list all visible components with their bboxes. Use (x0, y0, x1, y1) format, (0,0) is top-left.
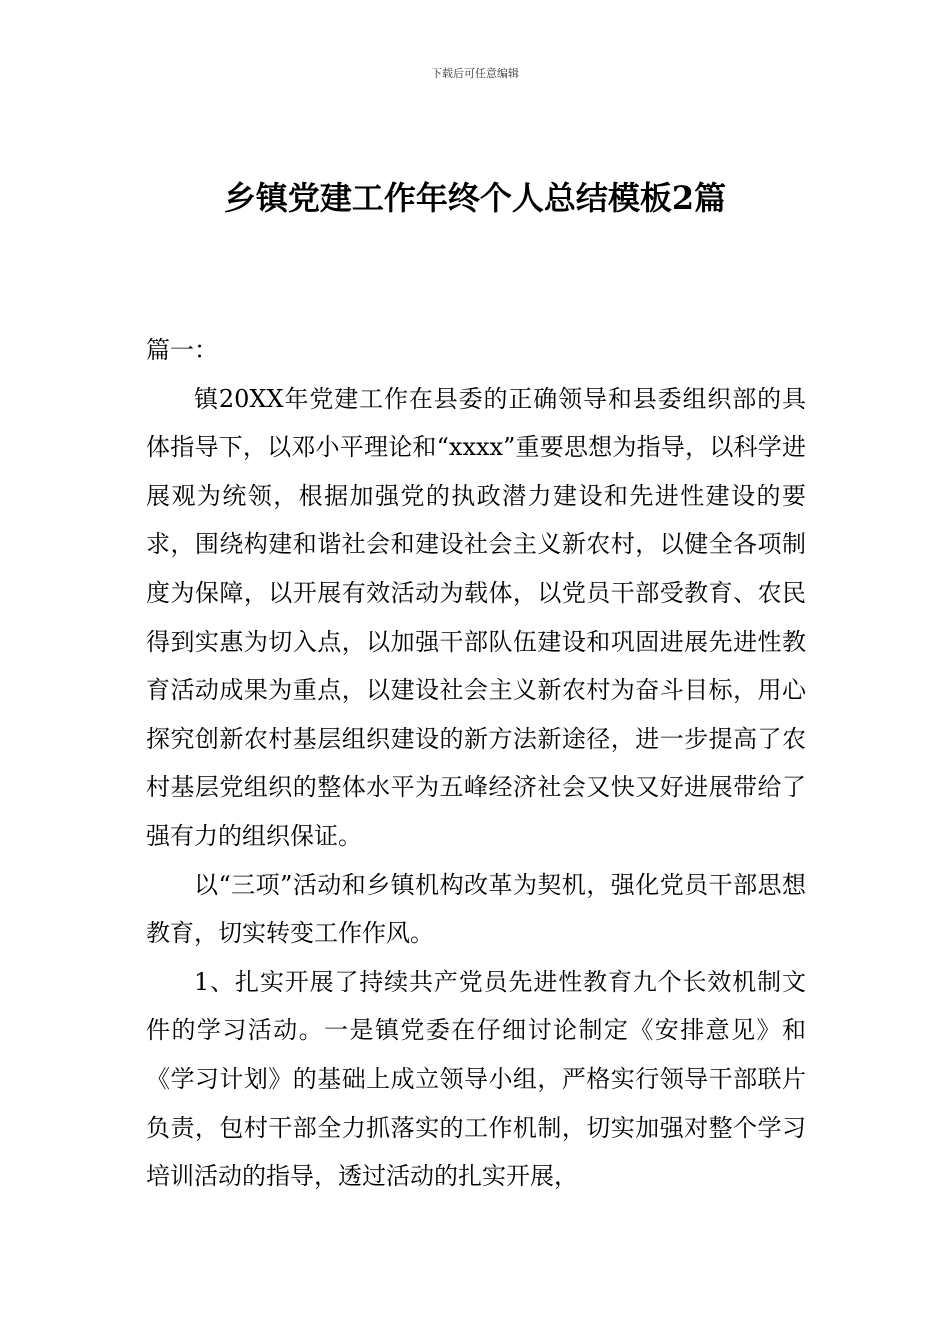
paragraph-1: 镇20XX年党建工作在县委的正确领导和县委组织部的具体指导下，以邓小平理论和“xxxx”重要思想为指导，以科学进展观为统领，根据加强党的执政潜力建设和先进性建设的要求，围绕构建和谐社会和建设社会主义新农村，以健全各项制度为保障，以开展有效活动为载体，以党员干部受教育、农民得到实惠为切入点，以加强干部队伍建设和巩固进展先进性教育活动成果为重点，以建设社会主义新农村为奋斗目标，用心探究创新农村基层组织建设的新方法新途径，进一步提高了农村基层党组织的整体水平为五峰经济社会又快又好进展带给了强有力的组织保证。 (146, 384, 806, 850)
section-label: 篇一： (146, 336, 218, 364)
paragraph-2: 以“三项”活动和乡镇机构改革为契机，强化党员干部思想教育，切实转变工作作风。 (146, 870, 806, 948)
header-note: 下载后可任意编辑 (431, 67, 519, 80)
document-body (146, 326, 806, 1201)
paragraph-3: 1、扎实开展了持续共产党员先进性教育九个长效机制文件的学习活动。一是镇党委在仔细讨论制定《安排意见》和《学习计划》的基础上成立领导小组，严格实行领导干部联片负责，包村干部全力抓落实的工作机制，切实加强对整个学习培训活动的指导，透过活动的扎实开展， (146, 967, 806, 1191)
document-title: 乡镇党建工作年终个人总结模板2篇 (223, 179, 727, 217)
